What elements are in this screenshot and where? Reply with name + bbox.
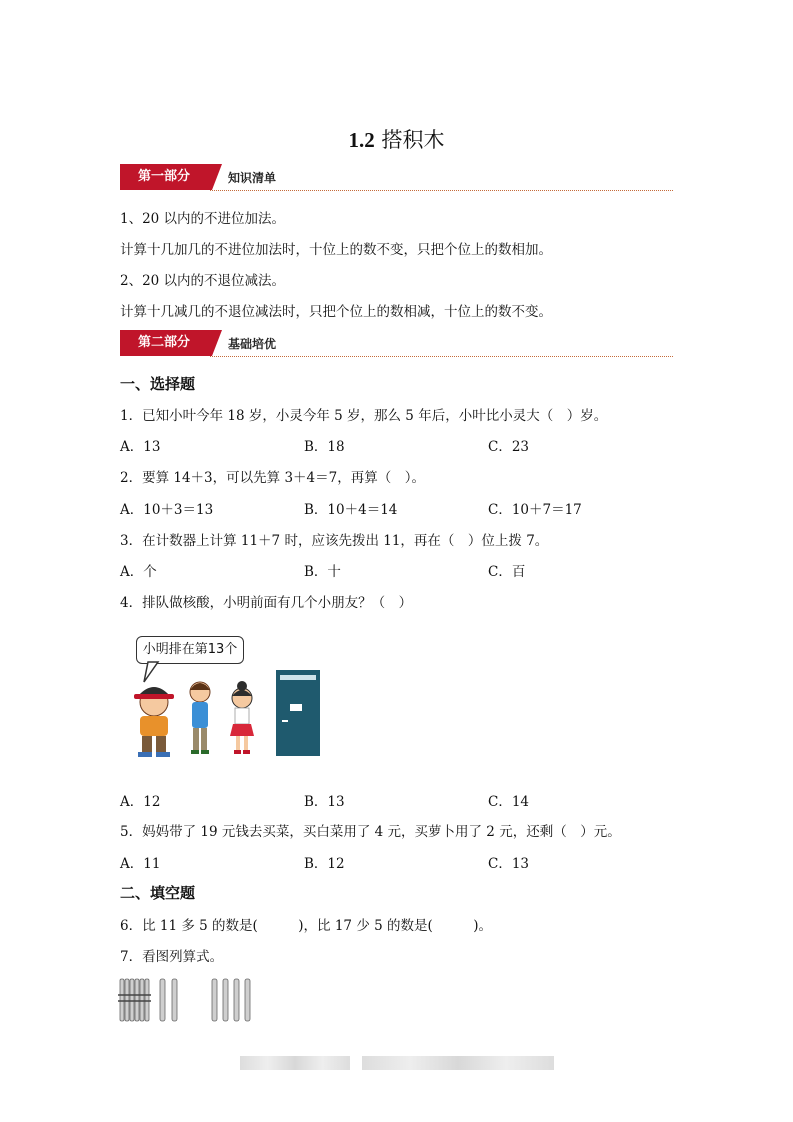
question-5: 5．妈妈带了 19 元钱去买菜，买白菜用了 4 元，买萝卜用了 2 元，还剩（ ）元。 — [120, 824, 621, 840]
q2-option-a: A．10＋3＝13 — [120, 502, 214, 518]
queue-illustration — [120, 620, 340, 765]
knowledge-line-2: 计算十几加几的不进位加法时，十位上的数不变，只把个位上的数相加。 — [120, 242, 552, 258]
part1-heading: 一、选择题 — [120, 375, 196, 393]
q1-option-b: B．18 — [304, 439, 345, 455]
boy-in-blue-figure — [190, 682, 210, 754]
section-subtitle-1: 知识清单 — [228, 171, 277, 185]
knowledge-line-1: 1、20 以内的不进位加法。 — [120, 211, 286, 227]
q1-option-a: A．13 — [120, 439, 161, 455]
section-divider-2 — [210, 356, 673, 357]
counting-sticks-illustration — [116, 975, 266, 1025]
section-subtitle-2: 基础培优 — [228, 337, 277, 351]
boy-with-cap-figure — [134, 687, 174, 757]
door-figure — [276, 670, 320, 756]
q2-option-c: C．10＋7＝17 — [488, 502, 582, 518]
question-1: 1．已知小叶今年 18 岁，小灵今年 5 岁，那么 5 年后，小叶比小灵大（ ）岁。 — [120, 408, 608, 424]
title-number: 1.2 — [348, 128, 375, 152]
q3-option-b: B．十 — [304, 564, 341, 580]
speech-bubble: 小明排在第13个 — [136, 636, 244, 664]
q4-option-a: A．12 — [120, 794, 161, 810]
q4-option-b: B．13 — [304, 794, 345, 810]
section-divider-1 — [210, 190, 673, 191]
part2-heading: 二、填空题 — [120, 884, 196, 902]
blurred-footer-left — [240, 1056, 350, 1070]
question-2: 2．要算 14＋3，可以先算 3＋4＝7，再算（ ）。 — [120, 470, 425, 486]
q5-option-a: A．11 — [120, 856, 161, 872]
section-header-1 — [120, 164, 673, 192]
knowledge-line-4: 计算十几减几的不退位减法时，只把个位上的数相减，十位上的数不变。 — [120, 304, 552, 320]
question-7: 7．看图列算式。 — [120, 949, 224, 965]
page-title — [0, 124, 793, 154]
q5-option-b: B．12 — [304, 856, 345, 872]
q2-option-b: B．10＋4＝14 — [304, 502, 398, 518]
section-tab-2: 第二部分 — [120, 330, 212, 356]
stick-bundle-of-ten — [118, 979, 151, 1021]
q1-option-c: C．23 — [488, 439, 530, 455]
title-text: 搭积木 — [381, 128, 445, 152]
q3-option-c: C．百 — [488, 564, 526, 580]
q4-option-c: C．14 — [488, 794, 530, 810]
girl-figure — [230, 681, 254, 754]
blurred-footer-right — [362, 1056, 554, 1070]
single-sticks-group-1 — [160, 979, 177, 1021]
single-sticks-group-2 — [212, 979, 250, 1021]
section-header-2 — [120, 330, 673, 358]
question-3: 3．在计数器上计算 11＋7 时，应该先拨出 11，再在（ ）位上拨 7。 — [120, 533, 549, 549]
section-tab-1: 第一部分 — [120, 164, 212, 190]
question-6: 6．比 11 多 5 的数是( )，比 17 少 5 的数是( )。 — [120, 918, 493, 934]
question-4: 4．排队做核酸，小明前面有几个小朋友？（ ） — [120, 595, 413, 611]
knowledge-line-3: 2、20 以内的不退位减法。 — [120, 273, 286, 289]
q3-option-a: A．个 — [120, 564, 157, 580]
q5-option-c: C．13 — [488, 856, 530, 872]
bubble-tail — [144, 662, 158, 682]
